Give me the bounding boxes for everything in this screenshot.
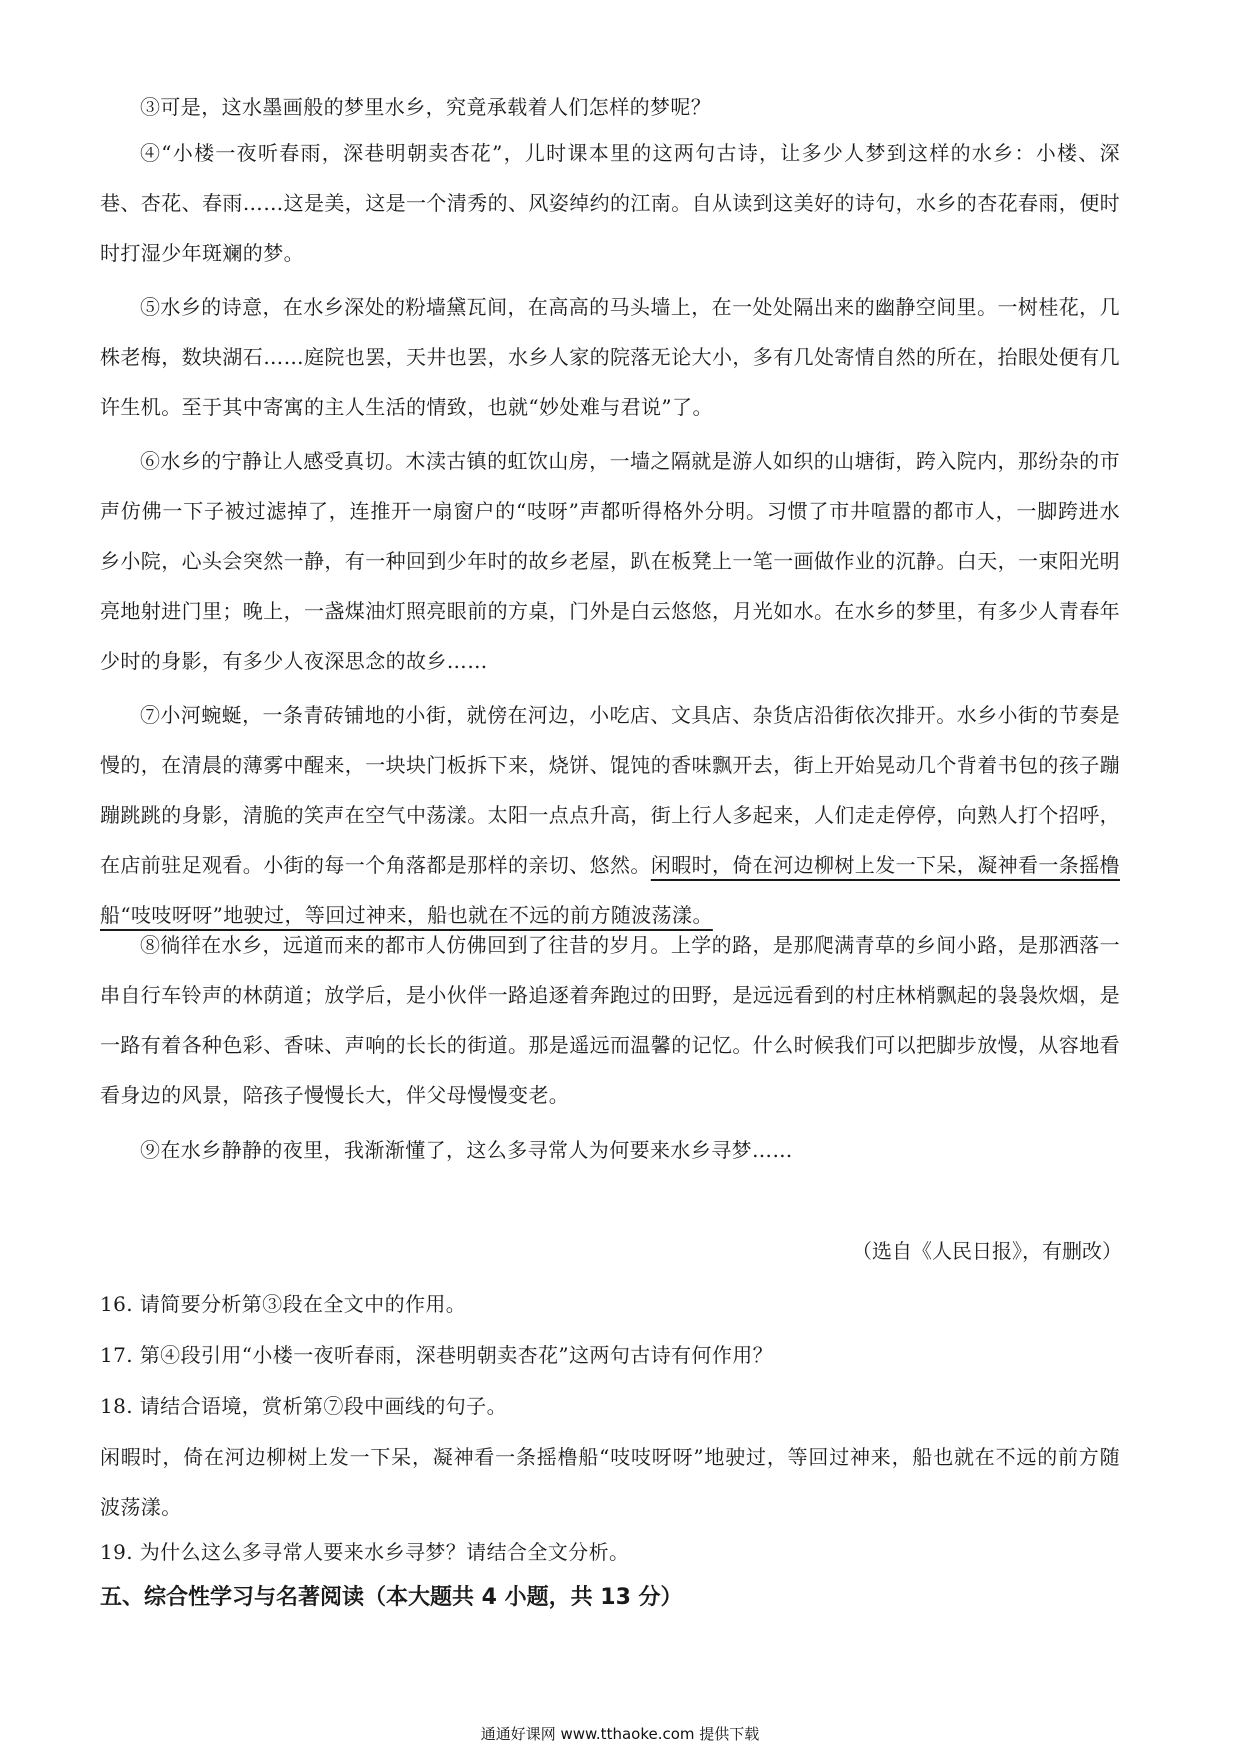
paragraph-7-underlined-sentence: 闲暇时，倚在河边柳树上发一下呆，凝神看一条摇橹船“吱吱呀呀”地驶过，等回过神来，船也就在不远的前方随波荡漾。 xyxy=(100,853,1121,927)
paragraph-9: ⑨在水乡静静的夜里，我渐渐懂了，这么多寻常人为何要来水乡寻梦…… xyxy=(140,1138,793,1162)
paragraph-7-text: ⑦小河蜿蜒，一条青砖铺地的小街，就傍在河边，小吃店、文具店、杂货店沿街依次排开。水乡小街的节奏是慢的，在清晨的薄雾中醒来，一块块门板拆下来，烧饼、馄饨的香味飘开去，街上开始晃动几个背着书包的孩子蹦蹦跳跳的身影，清脆的笑声在空气中荡漾。太阳一点点升高，街上行人多起来，人们走走停停，向熟人打个招呼，在店前驻足观看。小街的每一个角落都是那样的亲切、悠然。 xyxy=(100,703,1120,877)
paragraph-5: ⑤水乡的诗意，在水乡深处的粉墙黛瓦间，在高高的马头墙上，在一处处隔出来的幽静空间里。一树桂花，几株老梅，数块湖石……庭院也罢，天井也罢，水乡人家的院落无论大小，多有几处寄情自然的所在，抬眼处便有几许生机。至于其中寄寓的主人生活的情致，也就“妙处难与君说”了。 xyxy=(100,295,1120,419)
question-19: 19. 为什么这么多寻常人要来水乡寻梦？请结合全文分析。 xyxy=(100,1540,630,1564)
paragraph-6: ⑥水乡的宁静让人感受真切。木渎古镇的虹饮山房，一墙之隔就是游人如织的山塘街，跨入院内，那纷杂的市声仿佛一下子被过滤掉了，连推开一扇窗户的“吱呀”声都听得格外分明。习惯了市井喧嚣的都市人，一脚跨进水乡小院，心头会突然一静，有一种回到少年时的故乡老屋，趴在板凳上一笔一画做作业的沉静。白天，一束阳光明亮地射进门里；晚上，一盏煤油灯照亮眼前的方桌，门外是白云悠悠，月光如水。在水乡的梦里，有多少人青春年少时的身影，有多少人夜深思念的故乡…… xyxy=(100,449,1120,673)
paragraph-3: ③可是，这水墨画般的梦里水乡，究竟承载着人们怎样的梦呢？ xyxy=(140,95,712,119)
question-18: 18. 请结合语境，赏析第⑦段中画线的句子。 xyxy=(100,1394,507,1418)
section-heading: 五、综合性学习与名著阅读（本大题共 4 小题，共 13 分） xyxy=(100,1585,683,1610)
paragraph-4: ④“小楼一夜听春雨，深巷明朝卖杏花”，儿时课本里的这两句古诗，让多少人梦到这样的水乡：小楼、深巷、杏花、春雨……这是美，这是一个清秀的、风姿绰约的江南。自从读到这美好的诗句，水乡的杏花春雨，便时时打湿少年斑斓的梦。 xyxy=(100,141,1120,265)
paragraph-8: ⑧徜徉在水乡，远道而来的都市人仿佛回到了往昔的岁月。上学的路，是那爬满青草的乡间小路，是那洒落一串自行车铃声的林荫道；放学后，是小伙伴一路追逐着奔跑过的田野，是远远看到的村庄林梢飘起的袅袅炊烟，是一路有着各种色彩、香味、声响的长长的街道。那是遥远而温馨的记忆。什么时候我们可以把脚步放慢，从容地看看身边的风景，陪孩子慢慢长大，伴父母慢慢变老。 xyxy=(100,933,1120,1107)
question-18-quoted-sentence: 闲暇时，倚在河边柳树上发一下呆，凝神看一条摇橹船“吱吱呀呀”地驶过，等回过神来，船也就在不远的前方随波荡漾。 xyxy=(100,1445,1120,1519)
question-17: 17. 第④段引用“小楼一夜听春雨，深巷明朝卖杏花”这两句古诗有何作用？ xyxy=(100,1343,774,1367)
paragraph-7 xyxy=(100,690,1120,940)
footer-download-notice: 通通好课网 www.tthaoke.com 提供下载 xyxy=(480,1725,760,1743)
question-16: 16. 请简要分析第③段在全文中的作用。 xyxy=(100,1292,467,1316)
source-citation: （选自《人民日报》，有删改） xyxy=(852,1239,1122,1263)
